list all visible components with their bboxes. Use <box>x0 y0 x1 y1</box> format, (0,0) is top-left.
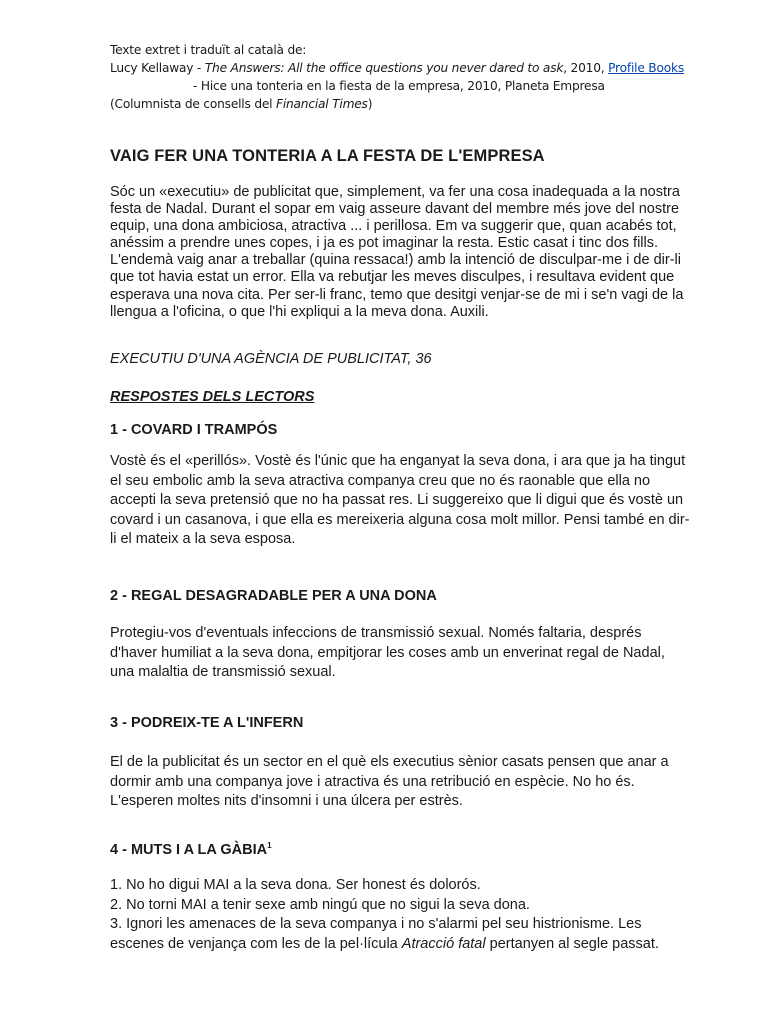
source-translation: - Hice una tonteria en la fiesta de la empresa, 2010, Planeta Empresa <box>193 79 605 93</box>
response-2-body: Protegiu-vos d'eventuals infeccions de transmissió sexual. Només faltaria, després d'haver humiliat a la seva dona, empitjorar les coses amb un enverinat regal de Nadal, una malaltia de transmissió sexual. <box>110 625 665 681</box>
letter-signature: EXECUTIU D'UNA AGÈNCIA DE PUBLICITAT, 36 <box>110 351 432 367</box>
list-item <box>110 915 690 954</box>
response-4-heading <box>110 837 690 859</box>
source-book-line <box>110 59 690 77</box>
response-4-heading-text: 4 - MUTS I A LA GÀBIA <box>110 841 268 858</box>
response-1-heading: 1 - COVARD I TRAMPÓS <box>110 422 278 438</box>
response-3-heading: 3 - PODREIX-TE A L'INFERN <box>110 715 304 731</box>
list-item-3-text: 3. Ignori les amenaces de la seva companya i no s'alarmi pel seu histrionisme. Les escenes de venjança com les de la pel·lícula <box>110 916 642 952</box>
footnote-marker: 1 <box>267 841 272 850</box>
source-role-suffix: ) <box>367 97 373 111</box>
publisher-link[interactable]: Profile Books <box>608 61 684 75</box>
source-citation <box>110 41 690 113</box>
list-item-3-end: pertanyen al segle passat. <box>485 935 659 952</box>
source-author: Lucy Kellaway - <box>110 61 205 75</box>
source-role-line <box>110 95 690 113</box>
source-role-prefix: (Columnista de consells del <box>110 97 277 111</box>
reader-letter: Sóc un «executiu» de publicitat que, simplement, va fer una cosa inadequada a la nostra festa de Nadal. Durant el sopar em vaig asseure davant del membre més jove del nostre equip, una dona ambiciosa, atractiva ... i perillosa. Em va suggerir que, quan acabés tot, anéssim a prendre unes copes, i ja es pot imaginar la resta. Estic casat i tinc dos fills. L'endemà vaig anar a treballar (quina ressaca!) amb la intenció de disculpar-me i de dir-li que tot havia estat un error. Ella va rebutjar les meves disculpes, i resultava evident que esperava una nova cita. Per ser-li franc, temo que desitgi venjar-se de mi i se'n vagi de la llengua a l'oficina, o que l'hi expliqui a la meva dona. Auxili. <box>110 184 684 320</box>
response-4-list <box>110 876 690 954</box>
source-book-year: , 2010, <box>563 61 609 75</box>
source-role-paper: Financial Times <box>276 97 368 111</box>
film-title: Atracció fatal <box>401 935 486 952</box>
source-book-title: The Answers: All the office questions you never dared to ask <box>204 61 564 75</box>
list-item: 2. No torni MAI a tenir sexe amb ningú que no sigui la seva dona. <box>110 896 530 913</box>
response-3-body: El de la publicitat és un sector en el què els executius sènior casats pensen que anar a dormir amb una companya jove i atractiva és una retribució en espècie. No ho és. L'esperen moltes nits d'insomni i una úlcera per estrès. <box>110 754 669 810</box>
source-intro: Texte extret i traduït al català de: <box>110 43 307 57</box>
list-item: 1. No ho digui MAI a la seva dona. Ser honest és dolorós. <box>110 877 481 893</box>
responses-heading: RESPOSTES DELS LECTORS <box>110 389 315 405</box>
article-title: VAIG FER UNA TONTERIA A LA FESTA DE L'EMPRESA <box>110 147 545 165</box>
response-1-body: Vostè és el «perillós». Vostè és l'únic que ha enganyat la seva dona, i ara que ja ha tingut el seu embolic amb la seva atractiva companya creu que no és raonable que ella no accepti la seva pretensió que no ha passat res. Li suggereixo que li digui que és vostè un covard i un casanova, i que ella es mereixeria alguna cosa molt millor. Pensi també en dir-li el mateix a la seva esposa. <box>110 453 690 548</box>
response-2-heading: 2 - REGAL DESAGRADABLE PER A UNA DONA <box>110 588 437 604</box>
